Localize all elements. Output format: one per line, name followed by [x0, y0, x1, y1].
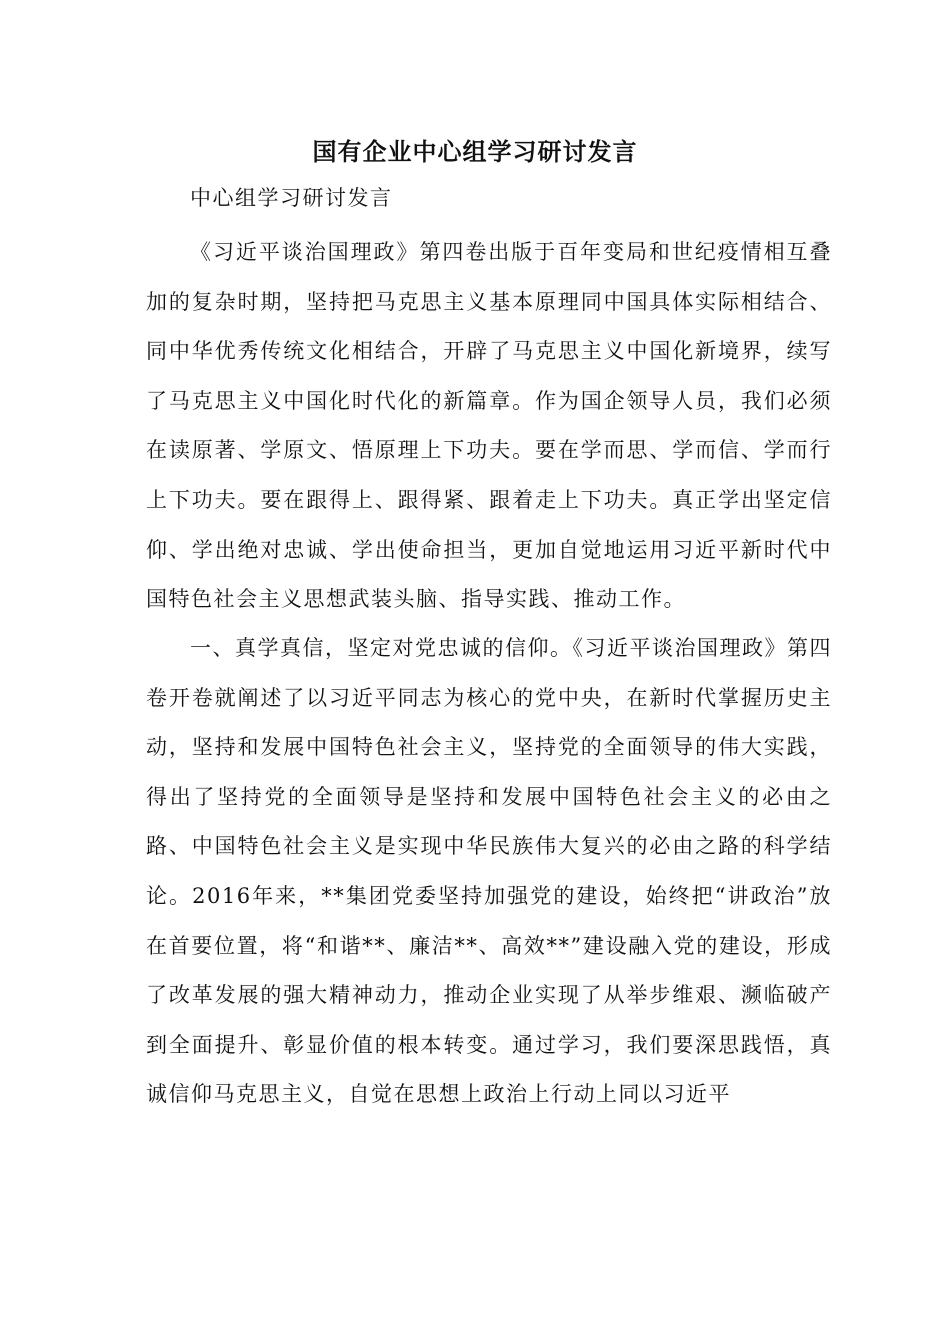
document-title: 国有企业中心组学习研讨发言	[312, 137, 638, 166]
intro-paragraph: 《习近平谈治国理政》第四卷出版于百年变局和世纪疫情相互叠加的复杂时期，坚持把马克思主义基本原理同中国具体实际相结合、同中华优秀传统文化相结合，开辟了马克思主义中国化新境界，续写了马克思主义中国化时代化的新篇章。作为国企领导人员，我们必须在读原著、学原文、悟原理上下功夫。要在学而思、学而信、学而行上下功夫。要在跟得上、跟得紧、跟着走上下功夫。真正学出坚定信仰、学出绝对忠诚、学出使命担当，更加自觉地运用习近平新时代中国特色社会主义思想武装头脑、指导实践、推动工作。	[146, 240, 832, 612]
section-one-paragraph: 一、真学真信，坚定对党忠诚的信仰。《习近平谈治国理政》第四卷开卷就阐述了以习近平同志为核心的党中央，在新时代掌握历史主动，坚持和发展中国特色社会主义，坚持党的全面领导的伟大实践，得出了坚持党的全面领导是坚持和发展中国特色社会主义的必由之路、中国特色社会主义是实现中华民族伟大复兴的必由之路的科学结论。2016年来，**集团党委坚持加强党的建设，始终把“讲政治”放在首要位置，将“和谐**、廉洁**、高效**”建设融入党的建设，形成了改革发展的强大精神动力，推动企业实现了从举步维艰、濒临破产到全面提升、彰显价值的根本转变。通过学习，我们要深思践悟，真诚信仰马克思主义，自觉在思想上政治上行动上同以习近平	[146, 636, 832, 1107]
subtitle-paragraph: 中心组学习研讨发言	[190, 186, 393, 210]
